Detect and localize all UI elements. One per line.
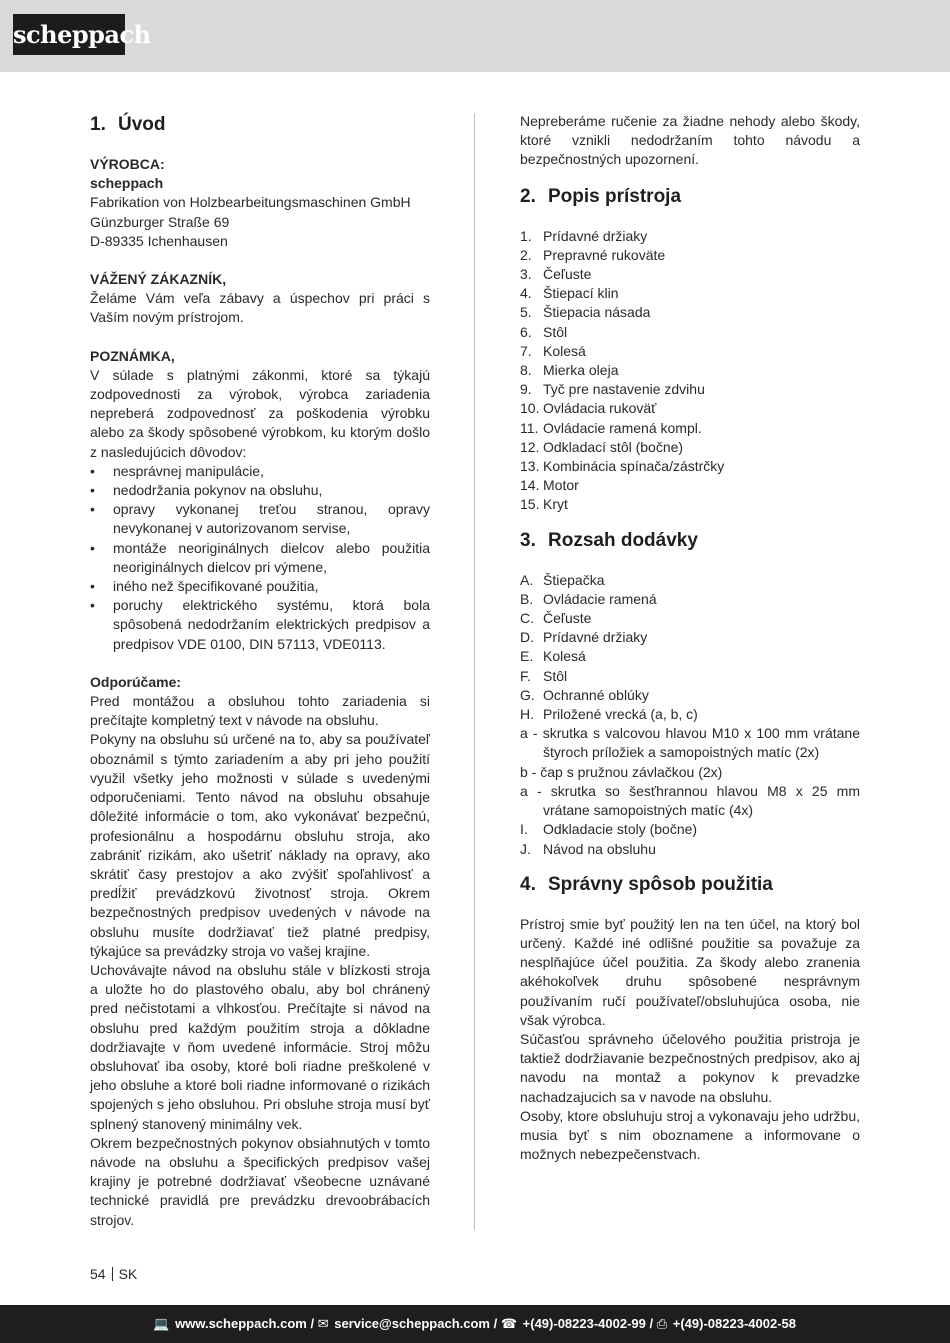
- supply-item: B. Ovládacie ramená: [520, 590, 657, 607]
- section-heading-intended-use: 4. Správny spôsob použitia: [520, 873, 773, 895]
- supply-item: I. Odkladacie stoly (bočne): [520, 821, 698, 838]
- section-heading-supply: 3. Rozsah dodávky: [520, 529, 698, 551]
- page-header: [0, 0, 950, 72]
- phone-number: +(49)-08223-4002-99 /: [522, 1316, 654, 1331]
- supply-item: D. Prídavné držiaky: [520, 629, 648, 646]
- description-item: 12. Odkladací stôl (bočne): [520, 438, 684, 455]
- description-item: 6. Stôl: [520, 323, 568, 340]
- note-bullet: • poruchy elektrického systému, ktorá bola spôsobená nedodržaním elektrických predpisov a predpisov VDE 0100, DIN 57113, VDE0113.: [90, 596, 430, 654]
- description-item: 15. Kryt: [520, 496, 568, 513]
- description-item: 9. Tyč pre nastavenie zdvihu: [520, 381, 705, 398]
- recommend-paragraph: Uchovávajte návod na obsluhu stále v blízkosti stroja a uložte ho do plastového obalu, aby bol chránený pred nečistotami a vlhkosťou. Prečítajte si návod na obsluhu pred každým použitím stroja a dôkladne dodržiavajte v ňom uvedené informácie. Stroj môžu obsluhovať iba osoby, ktoré boli riadne preškolené v jeho obsluhe a ktoré boli riadne informované o rizikách spojených s jeho obsluhou. Pri obsluhe stroja musí byť splnený stanovený minimálny vek.: [90, 961, 430, 1132]
- description-item: 13. Kombinácia spínača/zástrčky: [520, 458, 725, 475]
- website-link[interactable]: www.scheppach.com /: [175, 1316, 315, 1331]
- intended-use-paragraph: Prístroj smie byť použitý len na ten účel, na ktorý bol určený. Každé iné odlišné použitie sa považuje za nesplňajúce účel použitia. Za škody alebo zranenia akéhokoľvek druhu spôsobené nesprávnym používaním ručí používateľ/obsluhujúca osoba, nie však výrobca.: [520, 915, 860, 1028]
- right-column: [520, 112, 860, 1164]
- supply-subitem: a - skrutka s valcovou hlavou M10 x 100 mm vrátane štyroch príložiek a samopoistných matíc (2x): [520, 725, 860, 761]
- liability-text: Nepreberáme ručenie za žiadne nehody alebo škody, ktoré vznikli nedodržaním tohto návodu a bezpečnostných upozornení.: [520, 113, 860, 168]
- email-link[interactable]: service@scheppach.com /: [334, 1316, 498, 1331]
- intended-use-paragraph: Osoby, ktore obsluhuju stroj a vykonavaju jeho udržbu, musia byť s nim oboznamene a informovane o možnych nebezpečenstvach.: [520, 1107, 860, 1163]
- note-bullet: • iného než špecifikované použitia,: [90, 577, 430, 596]
- section-heading-intro: 1. Úvod: [90, 114, 166, 135]
- intended-use-paragraph: Súčasťou správneho účelového použitia pristroja je taktiež dodržiavanie bezpečnostných predpisov, ako aj navodu na montaž a pokynov k prevadzke nachadzajucich sa v navode na obsluhu.: [520, 1030, 860, 1105]
- manufacturer-line: Günzburger Straße 69: [90, 213, 230, 230]
- supply-item: A. Štiepačka: [520, 571, 605, 588]
- description-item: 10. Ovládacia rukoväť: [520, 400, 657, 417]
- recommend-paragraph: Pokyny na obsluhu sú určené na to, aby sa používateľ oboznámil s týmto zariadením a aby pri jeho použití využil všetky jeho možnosti v súlade s uvedenými odporučeniami. Tento návod na obsluhu obsahuje dôležité informácie o tom, ako vykonávať bezpečnú, profesionálnu a hospodárnu obsluhu stroja, ako zabrániť rizikám, ako ušetriť náklady na opravy, ako skrátiť časy prestojov a ako zvýšiť spoľahlivosť a predĺžiť prevádzkovú životnosť stroja. Okrem bezpečnostných predpisov uvedených v návode na obsluhu musíte dodržiavať tiež platné predpisy, týkajúce sa prevádzky stroja vo vašej krajine.: [90, 731, 430, 959]
- supply-item: G. Ochranné oblúky: [520, 686, 649, 703]
- description-item: 5. Štiepacia násada: [520, 304, 651, 321]
- page-number: 54 SK: [90, 1266, 138, 1282]
- scheppach-logo: scheppach: [13, 14, 125, 55]
- contact-footer: [0, 1305, 950, 1343]
- monitor-icon: 💻: [153, 1316, 170, 1331]
- description-item: 4. Štiepací klin: [520, 285, 619, 302]
- page-separator: [112, 1267, 113, 1281]
- recommend-paragraph: Pred montážou a obsluhou tohto zariadenia si prečítajte kompletný text v návode na obsluhu.: [90, 693, 430, 729]
- customer-text: Želáme Vám veľa zábavy a úspechov pri práci s Vaším novým prístrojom.: [90, 290, 430, 326]
- recommend-label: Odporúčame:: [90, 673, 182, 690]
- section-heading-description: 2. Popis prístroja: [520, 185, 682, 207]
- fax-icon: ⎙: [656, 1316, 668, 1331]
- note-bullet: • nedodržania pokynov na obsluhu,: [90, 481, 430, 500]
- fax-number: +(49)-08223-4002-58: [672, 1316, 796, 1331]
- mail-icon: ✉: [317, 1316, 329, 1331]
- manufacturer-name: scheppach: [90, 175, 164, 192]
- note-bullet: • montáže neoriginálnych dielcov alebo použitia neoriginálnych dielcov pri výmene,: [90, 539, 430, 577]
- note-bullet: • nesprávnej manipulácie,: [90, 462, 430, 481]
- description-item: 7. Kolesá: [520, 342, 586, 359]
- supply-item: J. Návod na obsluhu: [520, 840, 656, 857]
- note-bullet: • opravy vykonanej treťou stranou, opravy nevykonanej v autorizovanom servise,: [90, 500, 430, 538]
- manufacturer-label: VÝROBCA:: [90, 156, 165, 172]
- description-item: 8. Mierka oleja: [520, 362, 619, 379]
- supply-item: H. Priložené vrecká (a, b, c): [520, 706, 698, 723]
- phone-icon: ☎: [500, 1316, 518, 1331]
- description-item: 3. Čeľuste: [520, 266, 592, 283]
- supply-item: C. Čeľuste: [520, 610, 592, 627]
- supply-item: E. Kolesá: [520, 648, 586, 665]
- left-column: [90, 112, 430, 1230]
- recommend-paragraph: Okrem bezpečnostných pokynov obsiahnutých v tomto návode na obsluhu a špecifických predpisov vašej krajiny je potrebné dodržiavať všeobecne uznávané technické pravidlá pre prevádzku drevoobrábacích strojov.: [90, 1134, 430, 1228]
- description-item: 2. Prepravné rukoväte: [520, 246, 666, 263]
- note-label: POZNÁMKA,: [90, 347, 175, 364]
- description-item: 1. Prídavné držiaky: [520, 227, 648, 244]
- contact-line: [153, 1305, 796, 1343]
- supply-item: F. Stôl: [520, 667, 568, 684]
- manufacturer-line: D-89335 Ichenhausen: [90, 232, 228, 249]
- description-item: 14. Motor: [520, 477, 579, 494]
- customer-label: VÁŽENÝ ZÁKAZNÍK,: [90, 271, 227, 288]
- manufacturer-line: Fabrikation von Holzbearbeitungsmaschinen GmbH: [90, 194, 411, 211]
- supply-subitem: b - čap s pružnou závlačkou (2x): [520, 763, 723, 780]
- supply-subitem: a - skrutka so šesťhrannou hlavou M8 x 25 mm vrátane samopoistných matíc (4x): [520, 782, 860, 819]
- note-text: V súlade s platnými zákonmi, ktoré sa týkajú zodpovednosti za výrobok, výrobca zariadenia nepreberá zodpovednosť za poškodenia výrobku alebo za škody spôsobené výrobkom, ku ktorým došlo z nasledujúcich dôvodov:: [90, 366, 430, 460]
- column-divider: [474, 113, 475, 1230]
- description-item: 11. Ovládacie ramená kompl.: [520, 419, 702, 436]
